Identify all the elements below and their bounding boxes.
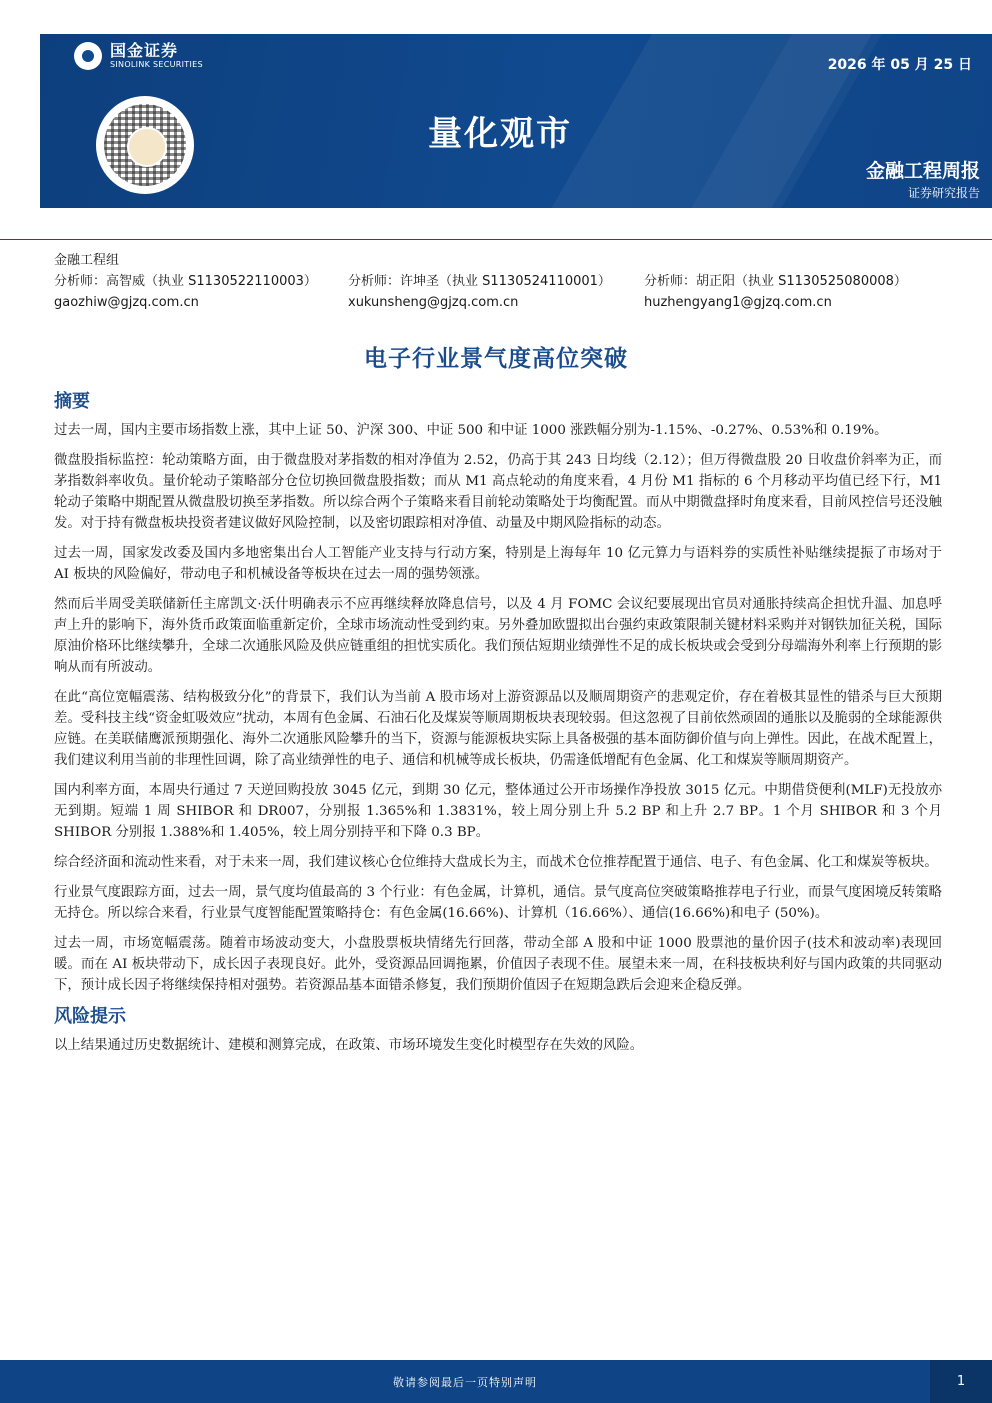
logo-cn: 国金证券 [110,41,179,60]
risk-heading: 风险提示 [54,1006,126,1027]
analyst-email[interactable]: gaozhiw@gjzq.com.cn [54,295,199,310]
logo-icon [74,42,102,70]
report-type: 金融工程周报 [865,160,980,182]
risk-paragraph: 以上结果通过历史数据统计、建模和测算完成，在政策、市场环境发生变化时模型存在失效的风险。 [54,1038,644,1053]
disclaimer-notice: 敬请参阅最后一页特别声明 [393,1376,537,1389]
summary-paragraph: 过去一周，市场宽幅震荡。随着市场波动变大，小盘股票板块情绪先行回落，带动全部 A 股和中证 1000 股票池的量价因子(技术和波动率)表现回暖。而在 AI 板块带动下，成长因子表现良好。此外，受资源品回调拖累，价值因子表现不佳。展望未来一周，在科技板块利好与国内政策的共同驱动下，预计成长因子将继续保持相对强势。若资源品基本面错杀修复，我们预期价值因子在短期急跌后会迎来企稳反弹。 [54,936,942,993]
analyst-line: 分析师：胡正阳（执业 S1130525080008） [644,274,907,289]
company-logo [74,42,203,70]
analyst-email[interactable]: huzhengyang1@gjzq.com.cn [644,295,832,310]
summary-paragraph: 过去一周，国内主要市场指数上涨，其中上证 50、沪深 300、中证 500 和中证 1000 涨跌幅分别为-1.15%、-0.27%、0.53%和 0.19%。 [54,423,888,438]
summary-paragraph: 过去一周，国家发改委及国内多地密集出台人工智能产业支持与行动方案，特别是上海每年 10 亿元算力与语料券的实质性补贴继续提振了市场对于 AI 板块的风险偏好，带动电子和机械设备等板块在过去一周的强势领涨。 [54,546,942,582]
report-date: 2026 年 05 月 25 日 [827,57,972,73]
team-name: 金融工程组 [54,253,120,268]
analyst-3 [644,271,907,313]
page-footer [0,1360,992,1403]
page-number: 1 [930,1360,992,1403]
analyst-2 [348,271,611,313]
qr-code-icon [96,96,194,194]
report-header [40,34,992,208]
summary-paragraph: 行业景气度跟踪方面，过去一周，景气度均值最高的 3 个行业：有色金属，计算机，通信。景气度高位突破策略推荐电子行业，而景气度困境反转策略无持仓。所以综合来看，行业景气度智能配置策略持仓：有色金属(16.66%)、计算机（16.66%）、通信(16.66%)和电子 (50%)。 [54,885,942,921]
analyst-1 [54,271,317,313]
analyst-line: 分析师：许坤圣（执业 S1130524110001） [348,274,611,289]
summary-paragraph: 综合经济面和流动性来看，对于未来一周，我们建议核心仓位维持大盘成长为主，而战术仓位推荐配置于通信、电子、有色金属、化工和煤炭等板块。 [54,855,938,870]
summary-paragraph: 微盘股指标监控：轮动策略方面，由于微盘股对茅指数的相对净值为 2.52，仍高于其 243 日均线（2.12）；但万得微盘股 20 日收盘价斜率为正，而茅指数斜率收负。量价轮动子策略部分仓位切换回微盘股指数；而从 M1 高点轮动的角度来看，4 月份 M1 指标的 6 个月移动平均值已经下行，M1 轮动子策略中期配置从微盘股切换至茅指数。所以综合两个子策略来看目前轮动策略处于均衡配置。而从中期微盘择时角度来看，目前风控信号还没触发。对于持有微盘板块投资者建议做好风险控制，以及密切跟踪相对净值、动量及中期风险指标的动态。 [54,453,942,531]
summary-paragraph: 然而后半周受美联储新任主席凯文·沃什明确表示不应再继续释放降息信号，以及 4 月 FOMC 会议纪要展现出官员对通胀持续高企担忧升温、加息呼声上升的影响下，海外货币政策面临重新定价，全球市场流动性受到约束。另外叠加欧盟拟出台强约束政策限制关键材料采购并对钢铁加征关税，国际原油价格环比继续攀升，全球二次通胀风险及供应链重组的担忧实质化。我们预估短期业绩弹性不足的成长板块或会受到分母端海外利率上行预期的影响从而有所波动。 [54,597,942,675]
summary-paragraph: 国内利率方面，本周央行通过 7 天逆回购投放 3045 亿元，到期 30 亿元，整体通过公开市场操作净投放 3015 亿元。中期借贷便利(MLF)无投放亦无到期。短端 1 周 SHIBOR 和 DR007，分别报 1.365%和 1.3831%，较上周分别上升 5.2 BP 和上升 2.7 BP。1 个月 SHIBOR 和 3 个月 SHIBOR 分别报 1.388%和 1.405%，较上周分别持平和下降 0.3 BP。 [54,783,942,840]
logo-en: SINOLINK SECURITIES [110,60,203,69]
report-subtype: 证券研究报告 [907,186,980,200]
document-title: 电子行业景气度高位突破 [364,346,628,372]
analyst-line: 分析师：高智威（执业 S1130522110003） [54,274,317,289]
analyst-email[interactable]: xukunsheng@gjzq.com.cn [348,295,519,310]
report-body [54,390,942,1065]
column-title: 量化观市 [428,114,572,154]
summary-paragraph: 在此“高位宽幅震荡、结构极致分化”的背景下，我们认为当前 A 股市场对上游资源品以及顺周期资产的悲观定价，存在着极其显性的错杀与巨大预期差。受科技主线“资金虹吸效应”扰动，本周有色金属、石油石化及煤炭等顺周期板块表现较弱。但这忽视了目前依然顽固的通胀以及脆弱的全球能源供应链。在美联储鹰派预期强化、海外二次通胀风险攀升的当下，资源与能源板块实际上具备极强的基本面防御价值与向上弹性。因此，在战术配置上，我们建议利用当前的非理性回调，除了高业绩弹性的电子、通信和机械等成长板块，仍需逢低增配有色金属、化工和煤炭等顺周期资产。 [54,690,942,768]
summary-heading: 摘要 [54,391,90,412]
analyst-block [54,250,907,310]
header-divider [0,239,992,240]
